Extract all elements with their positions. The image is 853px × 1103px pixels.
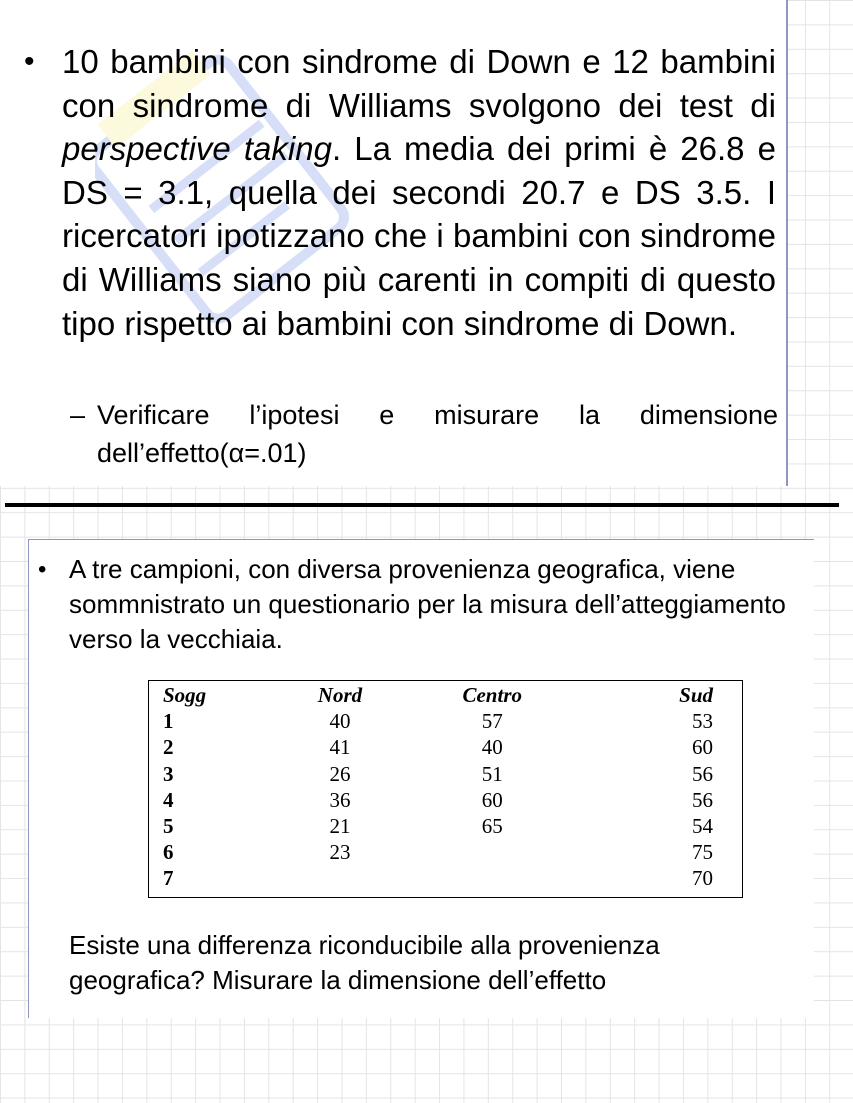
- slide-bottom: [28, 539, 814, 1018]
- cell-nord: 40: [329, 709, 351, 734]
- cell-nord: 26: [329, 761, 351, 786]
- cell-sogg: 4: [163, 787, 174, 812]
- cell-nord: 23: [329, 840, 351, 865]
- cell-sud: 56: [692, 761, 713, 786]
- cell-nord: 21: [329, 814, 351, 839]
- data-table-box: [148, 680, 743, 898]
- question-text: Esiste una differenza riconducibile alla provenienza geografica? Misurare la dimensione dell’effetto: [69, 930, 660, 995]
- header-sogg: Sogg: [163, 683, 207, 707]
- cell-sogg: 1: [163, 709, 174, 734]
- header-centro: Centro: [462, 683, 522, 707]
- cell-centro: [409, 865, 576, 891]
- cell-centro: 51: [481, 761, 503, 786]
- bullet-marker: •: [38, 556, 47, 583]
- italic-term: perspective taking: [62, 130, 332, 168]
- section-divider: [5, 503, 839, 507]
- table-row: [163, 734, 723, 760]
- table-row: [163, 761, 723, 787]
- dash-marker: –: [70, 400, 86, 430]
- cell-sud: 56: [692, 787, 713, 812]
- table-row: [163, 787, 723, 813]
- cell-nord: 41: [329, 735, 351, 760]
- table-row: [163, 813, 723, 839]
- cell-sogg: 6: [163, 840, 174, 865]
- cell-centro: 57: [481, 709, 503, 734]
- cell-centro: [409, 839, 576, 865]
- cell-sogg: 7: [163, 866, 174, 891]
- problem-text: 10 bambini con sindrome di Down e 12 bambini con sindrome di Williams svolgono dei test di perspective taking. La media dei primi è 26.8 e DS = 3.1, quella dei secondi 20.7 e DS 3.5. I ricercatori ipotizzano che i bambini con sindrome di Williams siano più carenti in compiti di questo tipo rispetto ai bambini con sindrome di Down.: [62, 43, 776, 342]
- cell-sud: 54: [692, 814, 713, 839]
- task-text: Verificare l’ipotesi e misurare la dimensione dell’effetto(α=.01): [97, 400, 778, 468]
- slide-top: [0, 0, 788, 486]
- header-nord: Nord: [317, 683, 363, 707]
- cell-sogg: 5: [163, 814, 174, 839]
- cell-centro: 60: [481, 787, 503, 812]
- cell-centro: 65: [481, 814, 503, 839]
- cell-sud: 53: [692, 709, 713, 734]
- table-row: [163, 865, 723, 891]
- intro-text: A tre campioni, con diversa provenienza geografica, viene sommnistrato un questionario per la misura dell’atteggiamento verso la vecchiaia.: [69, 554, 786, 654]
- table-row: [163, 839, 723, 865]
- cell-sogg: 2: [163, 735, 174, 760]
- data-table: [163, 682, 723, 892]
- bullet-marker: •: [24, 45, 35, 78]
- cell-nord: 36: [329, 787, 351, 812]
- cell-sogg: 3: [163, 761, 174, 786]
- cell-sud: 70: [692, 866, 713, 891]
- cell-nord: [271, 865, 408, 891]
- table-row: [163, 708, 723, 734]
- cell-sud: 75: [692, 840, 713, 865]
- header-sud: Sud: [679, 683, 713, 707]
- table-header-row: [163, 682, 723, 708]
- cell-sud: 60: [692, 735, 713, 760]
- cell-centro: 40: [481, 735, 503, 760]
